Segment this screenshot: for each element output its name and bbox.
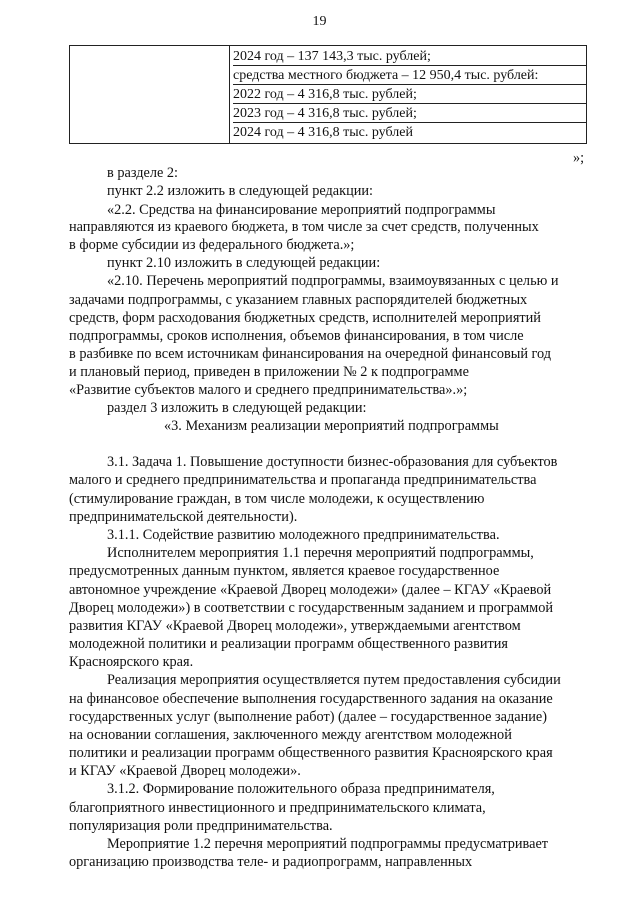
text-line: «Развитие субъектов малого и среднего предпринимательства».»; [69, 382, 468, 398]
text-line: и плановый период, приведен в приложении № 2 к подпрограмме [69, 364, 469, 380]
section-heading: «3. Механизм реализации мероприятий подпрограммы [164, 418, 499, 434]
text-line: (стимулирование граждан, в том числе молодежи, к осуществлению [69, 491, 485, 507]
table-text-cell [230, 46, 587, 144]
closing-quote: »; [573, 150, 585, 166]
text-line: в разделе 2: [107, 165, 179, 181]
text-line: благоприятного инвестиционного и предпринимательского климата, [69, 800, 486, 816]
text-line: раздел 3 изложить в следующей редакции: [107, 400, 367, 416]
text-line: предусмотренных данным пунктом, является краевое государственное [69, 563, 500, 579]
text-line: подпрограммы, сроков исполнения, объемов финансирования, в том числе [69, 328, 524, 344]
text-line: средств, форм расходования бюджетных средств, исполнителей мероприятий [69, 310, 541, 326]
text-line: в разбивке по всем источникам финансирования на очередной финансовый год [69, 346, 552, 362]
text-line: предпринимательской деятельности). [69, 509, 298, 525]
text-line: 3.1. Задача 1. Повышение доступности бизнес-образования для субъектов [107, 454, 558, 470]
text-line: «2.10. Перечень мероприятий подпрограммы, взаимоувязанных с целью и [107, 273, 559, 289]
text-line: пункт 2.10 изложить в следующей редакции: [107, 255, 381, 271]
table-line: средства местного бюджета – 12 950,4 тыс. рублей: [233, 66, 586, 85]
table-empty-cell [70, 46, 230, 144]
table-line: 2022 год – 4 316,8 тыс. рублей; [233, 85, 586, 104]
text-line: политики и реализации программ общественного развития Красноярского края [69, 745, 553, 761]
financing-table [69, 45, 587, 144]
text-line: малого и среднего предпринимательства и пропаганда предпринимательства [69, 472, 537, 488]
text-line: в форме субсидии из федерального бюджета.»; [69, 237, 355, 253]
text-line: направляются из краевого бюджета, в том числе за счет средств, полученных [69, 219, 539, 235]
text-line: на основании соглашения, заключенного между агентством молодежной [69, 727, 512, 743]
text-line: Реализация мероприятия осуществляется путем предоставления субсидии [107, 672, 561, 688]
text-line: «2.2. Средства на финансирование мероприятий подпрограммы [107, 202, 496, 218]
text-line: задачами подпрограммы, с указанием главных распорядителей бюджетных [69, 292, 528, 308]
text-line: организацию производства теле- и радиопрограмм, направленных [69, 854, 473, 870]
text-line: Дворец молодежи») в соответствии с государственным заданием и программой [69, 600, 554, 616]
table-line: 2024 год – 137 143,3 тыс. рублей; [233, 47, 586, 66]
text-line: Мероприятие 1.2 перечня мероприятий подпрограммы предусматривает [107, 836, 549, 852]
text-line: государственных услуг (выполнение работ) (далее – государственное задание) [69, 709, 548, 725]
text-line: на финансовое обеспечение выполнения государственного задания на оказание [69, 691, 553, 707]
text-line: популяризация роли предпринимательства. [69, 818, 333, 834]
text-line: развития КГАУ «Краевой Дворец молодежи», утверждаемыми агентством [69, 618, 521, 634]
table-line: 2024 год – 4 316,8 тыс. рублей [233, 125, 413, 140]
text-line: Красноярского края. [69, 654, 194, 670]
text-line: молодежной политики и реализации программ общественного развития [69, 636, 508, 652]
table-line: 2023 год – 4 316,8 тыс. рублей; [233, 104, 586, 123]
text-line: 3.1.1. Содействие развитию молодежного предпринимательства. [107, 527, 500, 543]
text-line: 3.1.2. Формирование положительного образа предпринимателя, [107, 781, 495, 797]
text-line: пункт 2.2 изложить в следующей редакции: [107, 183, 374, 199]
text-line: автономное учреждение «Краевой Дворец молодежи» (далее – КГАУ «Краевой [69, 582, 552, 598]
text-line: и КГАУ «Краевой Дворец молодежи». [69, 763, 301, 779]
page-number: 19 [312, 14, 327, 29]
text-line: Исполнителем мероприятия 1.1 перечня мероприятий подпрограммы, [107, 545, 534, 561]
